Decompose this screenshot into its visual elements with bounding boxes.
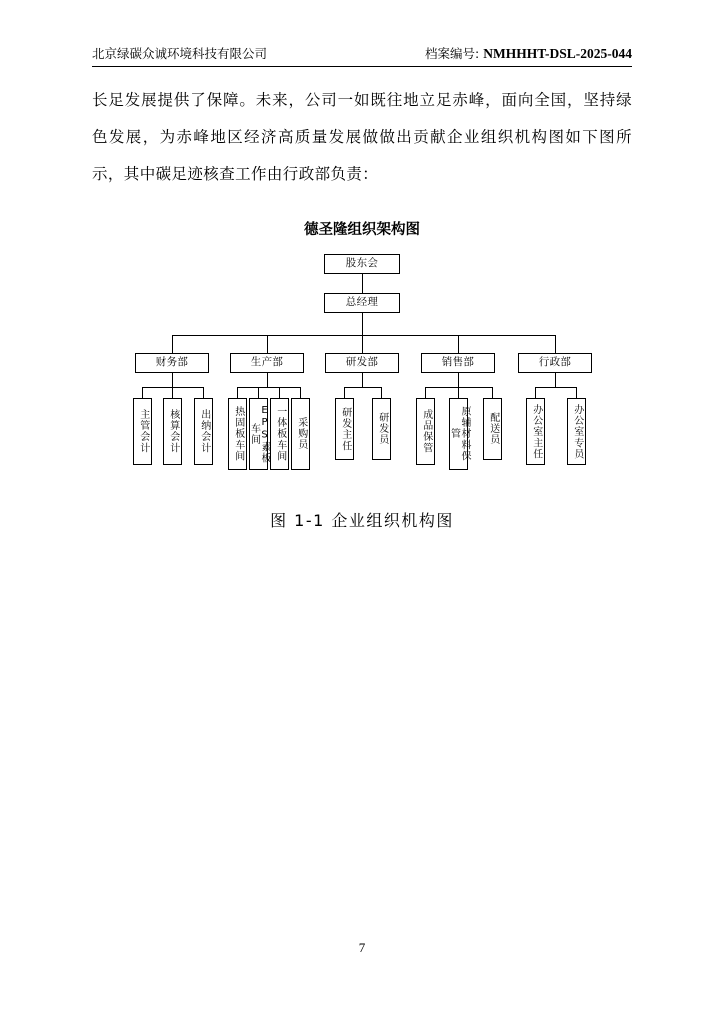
connector xyxy=(300,387,301,398)
page-number: 7 xyxy=(358,940,366,955)
org-node-dept-finance: 财务部 xyxy=(135,353,209,373)
connector xyxy=(535,387,536,398)
org-node-eps-workshop: EPS素板车间 xyxy=(249,398,268,470)
org-node-office-director: 办公室主任 xyxy=(526,398,545,465)
org-node-shareholders: 股东会 xyxy=(324,254,400,274)
org-node-chief-accountant: 主管会计 xyxy=(133,398,152,465)
org-node-dept-rnd: 研发部 xyxy=(325,353,399,373)
connector xyxy=(381,387,382,398)
org-node-thermoset-workshop: 热固板车间 xyxy=(228,398,247,470)
connector xyxy=(458,335,459,353)
connector-bus xyxy=(344,387,381,388)
org-chart xyxy=(92,248,632,488)
org-chart-title: 德圣隆组织架构图 xyxy=(304,222,420,238)
org-node-cost-accountant: 核算会计 xyxy=(163,398,182,465)
connector xyxy=(258,387,259,398)
connector xyxy=(267,335,268,353)
connector-bus xyxy=(172,335,555,336)
connector xyxy=(362,335,363,353)
figure-caption: 图 1-1 企业组织机构图 xyxy=(270,511,454,530)
org-node-rnd-director: 研发主任 xyxy=(335,398,354,460)
org-node-purchaser: 采购员 xyxy=(291,398,310,470)
connector xyxy=(555,373,556,387)
connector xyxy=(458,387,459,398)
connector xyxy=(279,387,280,398)
page-header xyxy=(92,44,632,67)
org-node-cashier-accountant: 出纳会计 xyxy=(194,398,213,465)
header-archive-number xyxy=(425,44,632,62)
connector-bus xyxy=(535,387,576,388)
connector xyxy=(142,387,143,398)
connector xyxy=(576,387,577,398)
archive-code: NMHHHT-DSL-2025-044 xyxy=(483,46,632,61)
org-node-office-specialist: 办公室专员 xyxy=(567,398,586,465)
connector xyxy=(344,387,345,398)
connector xyxy=(425,387,426,398)
org-node-delivery-staff: 配送员 xyxy=(483,398,502,460)
body-paragraph: 长足发展提供了保障。未来，公司一如既往地立足赤峰，面向全国，坚持绿色发展，为赤峰地区经济高质量发展做做出贡献企业组织机构图如下图所示，其中碳足迹核查工作由行政部负责： xyxy=(92,91,632,183)
connector xyxy=(458,373,459,387)
org-node-dept-sales: 销售部 xyxy=(421,353,495,373)
connector-bus xyxy=(237,387,300,388)
connector xyxy=(555,335,556,353)
org-node-integrated-board-workshop: 一体板车间 xyxy=(270,398,289,470)
connector xyxy=(172,387,173,398)
connector xyxy=(172,335,173,353)
connector xyxy=(362,373,363,387)
org-node-dept-admin: 行政部 xyxy=(518,353,592,373)
connector xyxy=(362,313,363,335)
connector xyxy=(203,387,204,398)
connector xyxy=(362,274,363,293)
connector xyxy=(172,373,173,387)
connector xyxy=(492,387,493,398)
connector xyxy=(267,373,268,387)
org-node-rnd-staff: 研发员 xyxy=(372,398,391,460)
header-company-name: 北京绿碳众诚环境科技有限公司 xyxy=(92,46,268,61)
archive-label: 档案编号: xyxy=(425,46,480,61)
org-node-raw-material-keeper: 原辅材料保管 xyxy=(449,398,468,470)
org-node-finished-goods-keeper: 成品保管 xyxy=(416,398,435,465)
org-node-general-manager: 总经理 xyxy=(324,293,400,313)
org-node-dept-production: 生产部 xyxy=(230,353,304,373)
connector xyxy=(237,387,238,398)
